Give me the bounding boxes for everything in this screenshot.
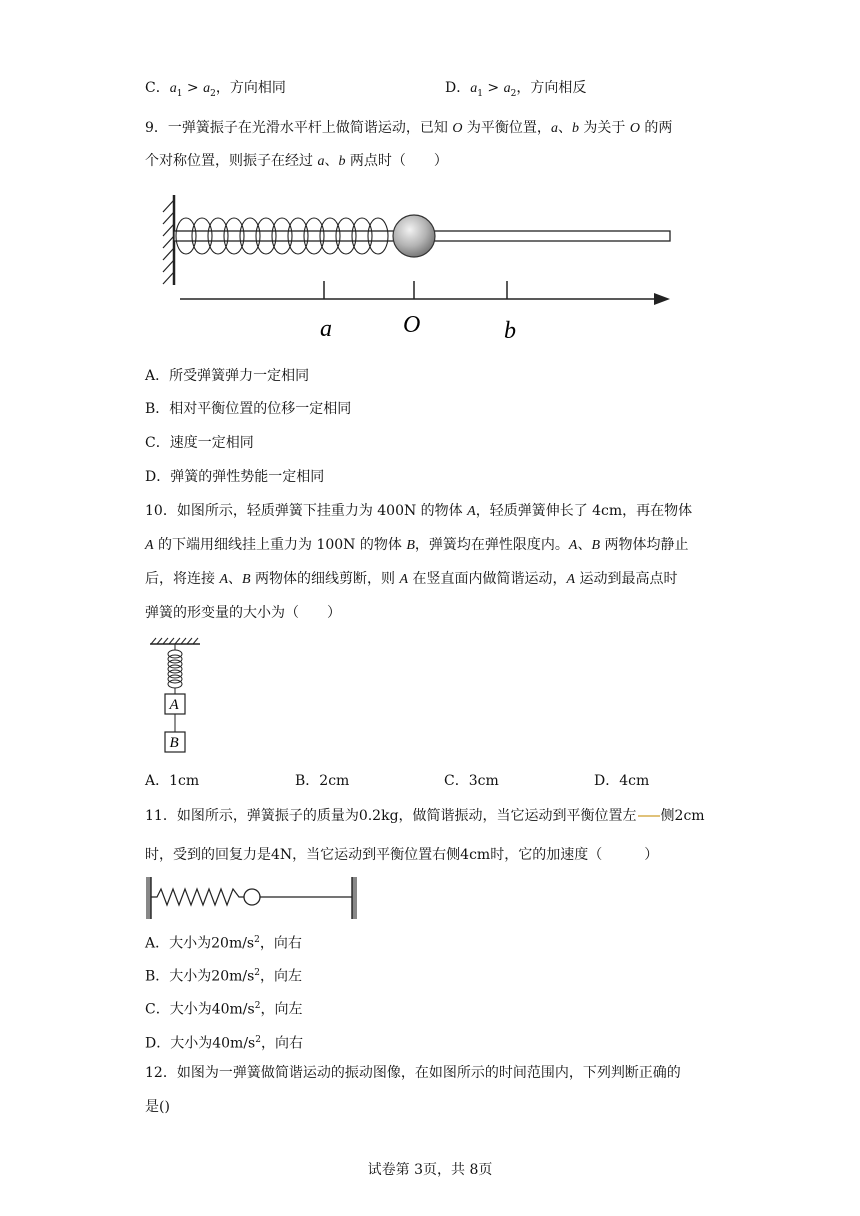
q9-stem-line1: 9．一弹簧振子在光滑水平杆上做简谐运动，已知 O 为平衡位置，a、b 为关于 O 的两: [145, 120, 673, 136]
q10-hanging-spring-figure: [145, 638, 205, 758]
q9-option-a: A．所受弹簧弹力一定相同: [145, 368, 310, 384]
spring-zigzag: [151, 889, 244, 905]
q8-option-c: C．$a_1 > a_2$，方向相同: [145, 80, 286, 99]
box-a-label: A: [169, 697, 179, 713]
q12-stem-line2: 是(): [145, 1099, 170, 1115]
q10-stem-line2: A 的下端用细线挂上重力为 100N 的物体 B，弹簧均在弹性限度内。A、B 两物体均静止: [145, 537, 689, 553]
label-b: b: [504, 318, 516, 344]
q10-stem-line1: 10．如图所示，轻质弹簧下挂重力为 400N 的物体 A，轻质弹簧伸长了 4cm，再在物体: [145, 503, 693, 519]
label-O: O: [403, 312, 421, 338]
axis-arrow-icon: [654, 293, 670, 305]
q10-option-d: D．4cm: [594, 773, 650, 789]
q11-stem-line2: 时，受到的回复力是4N，当它运动到平衡位置右侧4cm时，它的加速度（ ）: [145, 847, 659, 863]
q10-option-c: C．3cm: [444, 773, 499, 789]
q9-option-c: C．速度一定相同: [145, 435, 254, 451]
q12-stem-line1: 12．如图为一弹簧做简谐运动的振动图像，在如图所示的时间范围内，下列判断正确的: [145, 1065, 681, 1081]
q9-stem-line2: 个对称位置，则振子在经过 a、b 两点时（ ）: [145, 153, 448, 169]
label-a: a: [320, 316, 332, 342]
q11-option-c: C．大小为$40m/s^2$，向左: [145, 1001, 303, 1018]
box-b-label: B: [169, 735, 179, 751]
spring-coils: [168, 650, 182, 688]
q11-option-b: B．大小为$20m/s^2$，向左: [145, 968, 303, 985]
q10-option-a: A．1cm: [145, 773, 200, 789]
q10-option-b: B．2cm: [295, 773, 350, 789]
ball: [244, 889, 260, 905]
page-footer: 试卷第 3页，共 8页: [367, 1162, 493, 1178]
q8-option-d: D．$a_1 > a_2$，方向相反: [445, 80, 587, 99]
q11-horizontal-oscillator-figure: [145, 875, 360, 921]
q9-option-d: D．弹簧的弹性势能一定相同: [145, 469, 325, 485]
q9-spring-oscillator-figure: [150, 190, 690, 350]
q11-option-a: A．大小为$20m/s^2$，向右: [145, 935, 302, 952]
q9-option-b: B．相对平衡位置的位移一定相同: [145, 401, 352, 417]
q11-stem-line1: 11．如图所示，弹簧振子的质量为0.2kg，做简谐振动，当它运动到平衡位置左 侧2cm: [145, 808, 705, 824]
q10-stem-line3: 后，将连接 A、B 两物体的细线剪断，则 A 在竖直面内做简谐运动，A 运动到最高点时: [145, 571, 678, 587]
q10-stem-line4: 弹簧的形变量的大小为（ ）: [145, 605, 341, 621]
ball: [393, 215, 435, 257]
q11-option-d: D．大小为$40m/s^2$，向右: [145, 1035, 303, 1052]
